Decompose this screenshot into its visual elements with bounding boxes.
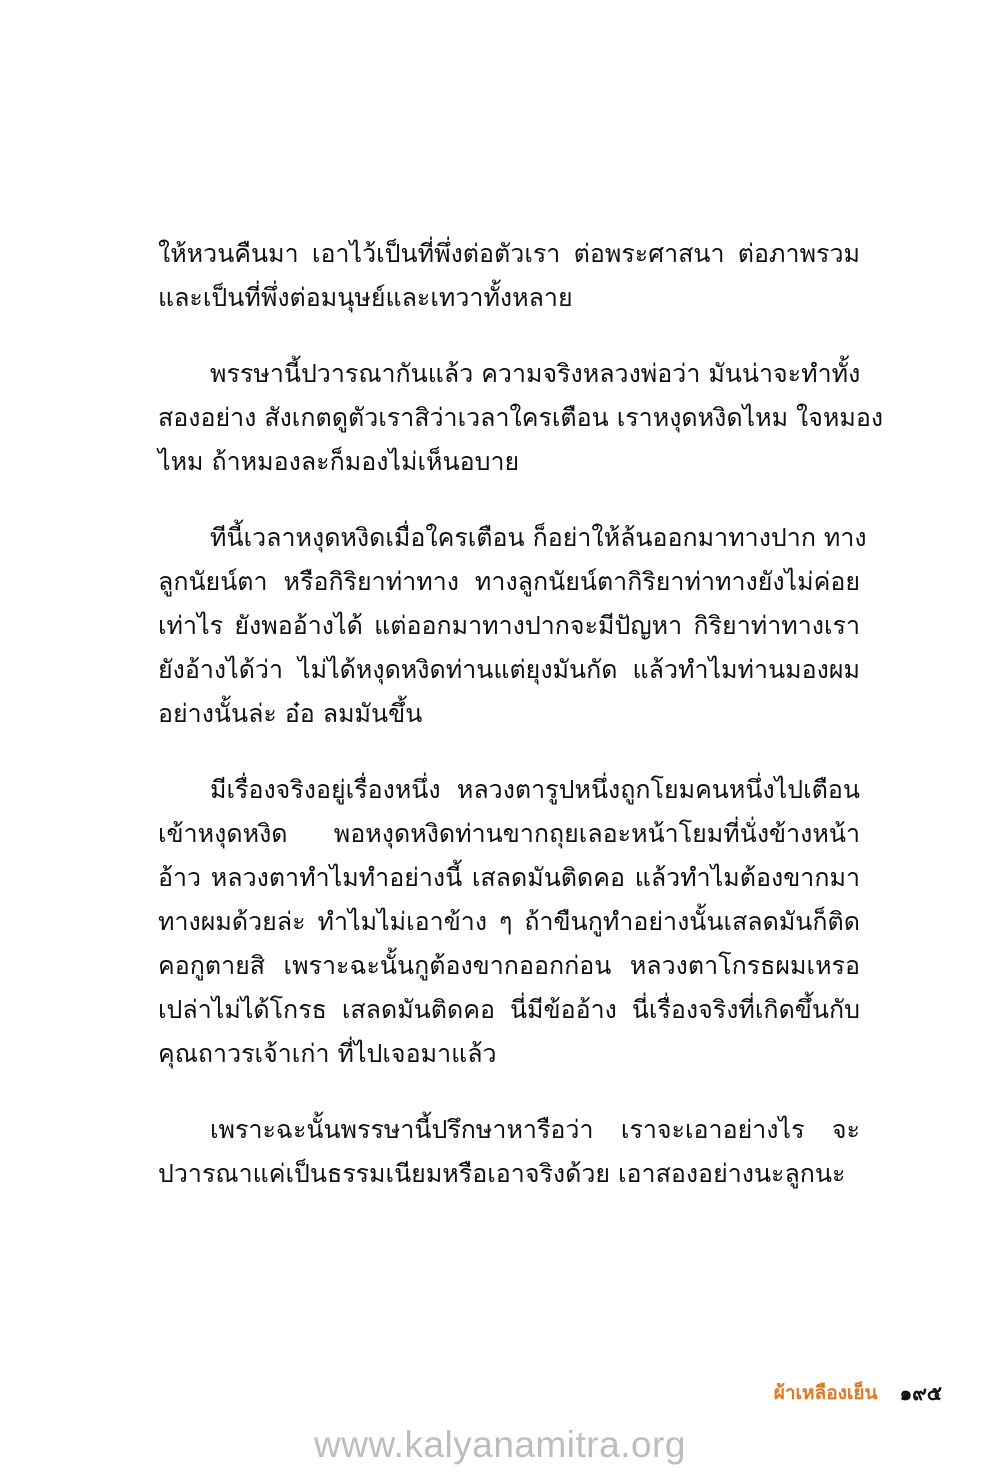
website-watermark: www.kalyanamitra.org: [314, 1424, 686, 1465]
text-line: มีเรื่องจริงอยู่เรื่องหนึ่ง หลวงตารูปหนึ่งถูกโยมคนหนึ่งไปเตือน: [210, 775, 860, 804]
page-number: ๑๙๕: [899, 1381, 942, 1405]
text-line: ยังอ้างได้ว่า ไม่ได้หงุดหงิดท่านแต่ยุงมันกัด แล้วทำไมท่านมองผม: [158, 655, 860, 684]
text-line: เปล่าไม่ได้โกรธ เสลดมันติดคอ นี่มีข้ออ้าง นี่เรื่องจริงที่เกิดขึ้นกับ: [158, 995, 860, 1024]
text-line: ปวารณาแค่เป็นธรรมเนียมหรือเอาจริงด้วย เอาสองอย่างนะลูกนะ: [158, 1159, 846, 1188]
paragraph-5: [158, 1108, 860, 1196]
text-line: เท่าไร ยังพออ้างได้ แต่ออกมาทางปากจะมีปัญหา กิริยาท่าทางเรา: [158, 611, 860, 640]
text-line: ทางผมด้วยล่ะ ทำไมไม่เอาข้าง ๆ ถ้าขืนกูทำอย่างนั้นเสลดมันก็ติด: [158, 907, 860, 936]
text-line: ลูกนัยน์ตา หรือกิริยาท่าทาง ทางลูกนัยน์ตากิริยาท่าทางยังไม่ค่อย: [158, 567, 860, 596]
text-line: และเป็นที่พึ่งต่อมนุษย์และเทวาทั้งหลาย: [158, 283, 573, 312]
book-title: ผ้าเหลืองเย็น: [773, 1382, 878, 1404]
text-line: คอกูตายสิ เพราะฉะนั้นกูต้องขากออกก่อน หลวงตาโกรธผมเหรอ: [158, 951, 860, 980]
text-line: อย่างนั้นล่ะ อ๋อ ลมมันขึ้น: [158, 699, 423, 728]
text-line: เข้าหงุดหงิด พอหงุดหงิดท่านขากถุยเลอะหน้าโยมที่นั่งข้างหน้า: [158, 819, 860, 848]
text-line: สองอย่าง สังเกตดูตัวเราสิว่าเวลาใครเตือน เราหงุดหงิดไหม ใจหมอง: [158, 403, 884, 432]
page-footer: [774, 1377, 942, 1409]
text-line: ทีนี้เวลาหงุดหงิดเมื่อใครเตือน ก็อย่าให้ล้นออกมาทางปาก ทาง: [210, 523, 867, 552]
paragraph-1: [158, 232, 860, 320]
body-text: [158, 232, 884, 1228]
paragraph-4: [158, 768, 860, 1076]
text-line: คุณถาวรเจ้าเก่า ที่ไปเจอมาแล้ว: [158, 1039, 497, 1068]
paragraph-3: [158, 516, 867, 736]
text-line: อ้าว หลวงตาทำไมทำอย่างนี้ เสลดมันติดคอ แล้วทำไมต้องขากมา: [158, 863, 860, 892]
text-line: ไหม ถ้าหมองละก็มองไม่เห็นอบาย: [158, 447, 520, 476]
text-line: เพราะฉะนั้นพรรษานี้ปรึกษาหารือว่า เราจะเอาอย่างไร จะ: [210, 1115, 860, 1144]
paragraph-2: [158, 352, 884, 484]
text-line: ให้หวนคืนมา เอาไว้เป็นที่พึ่งต่อตัวเรา ต่อพระศาสนา ต่อภาพรวม: [158, 239, 860, 268]
text-line: พรรษานี้ปวารณากันแล้ว ความจริงหลวงพ่อว่า มันน่าจะทำทั้ง: [210, 359, 861, 388]
